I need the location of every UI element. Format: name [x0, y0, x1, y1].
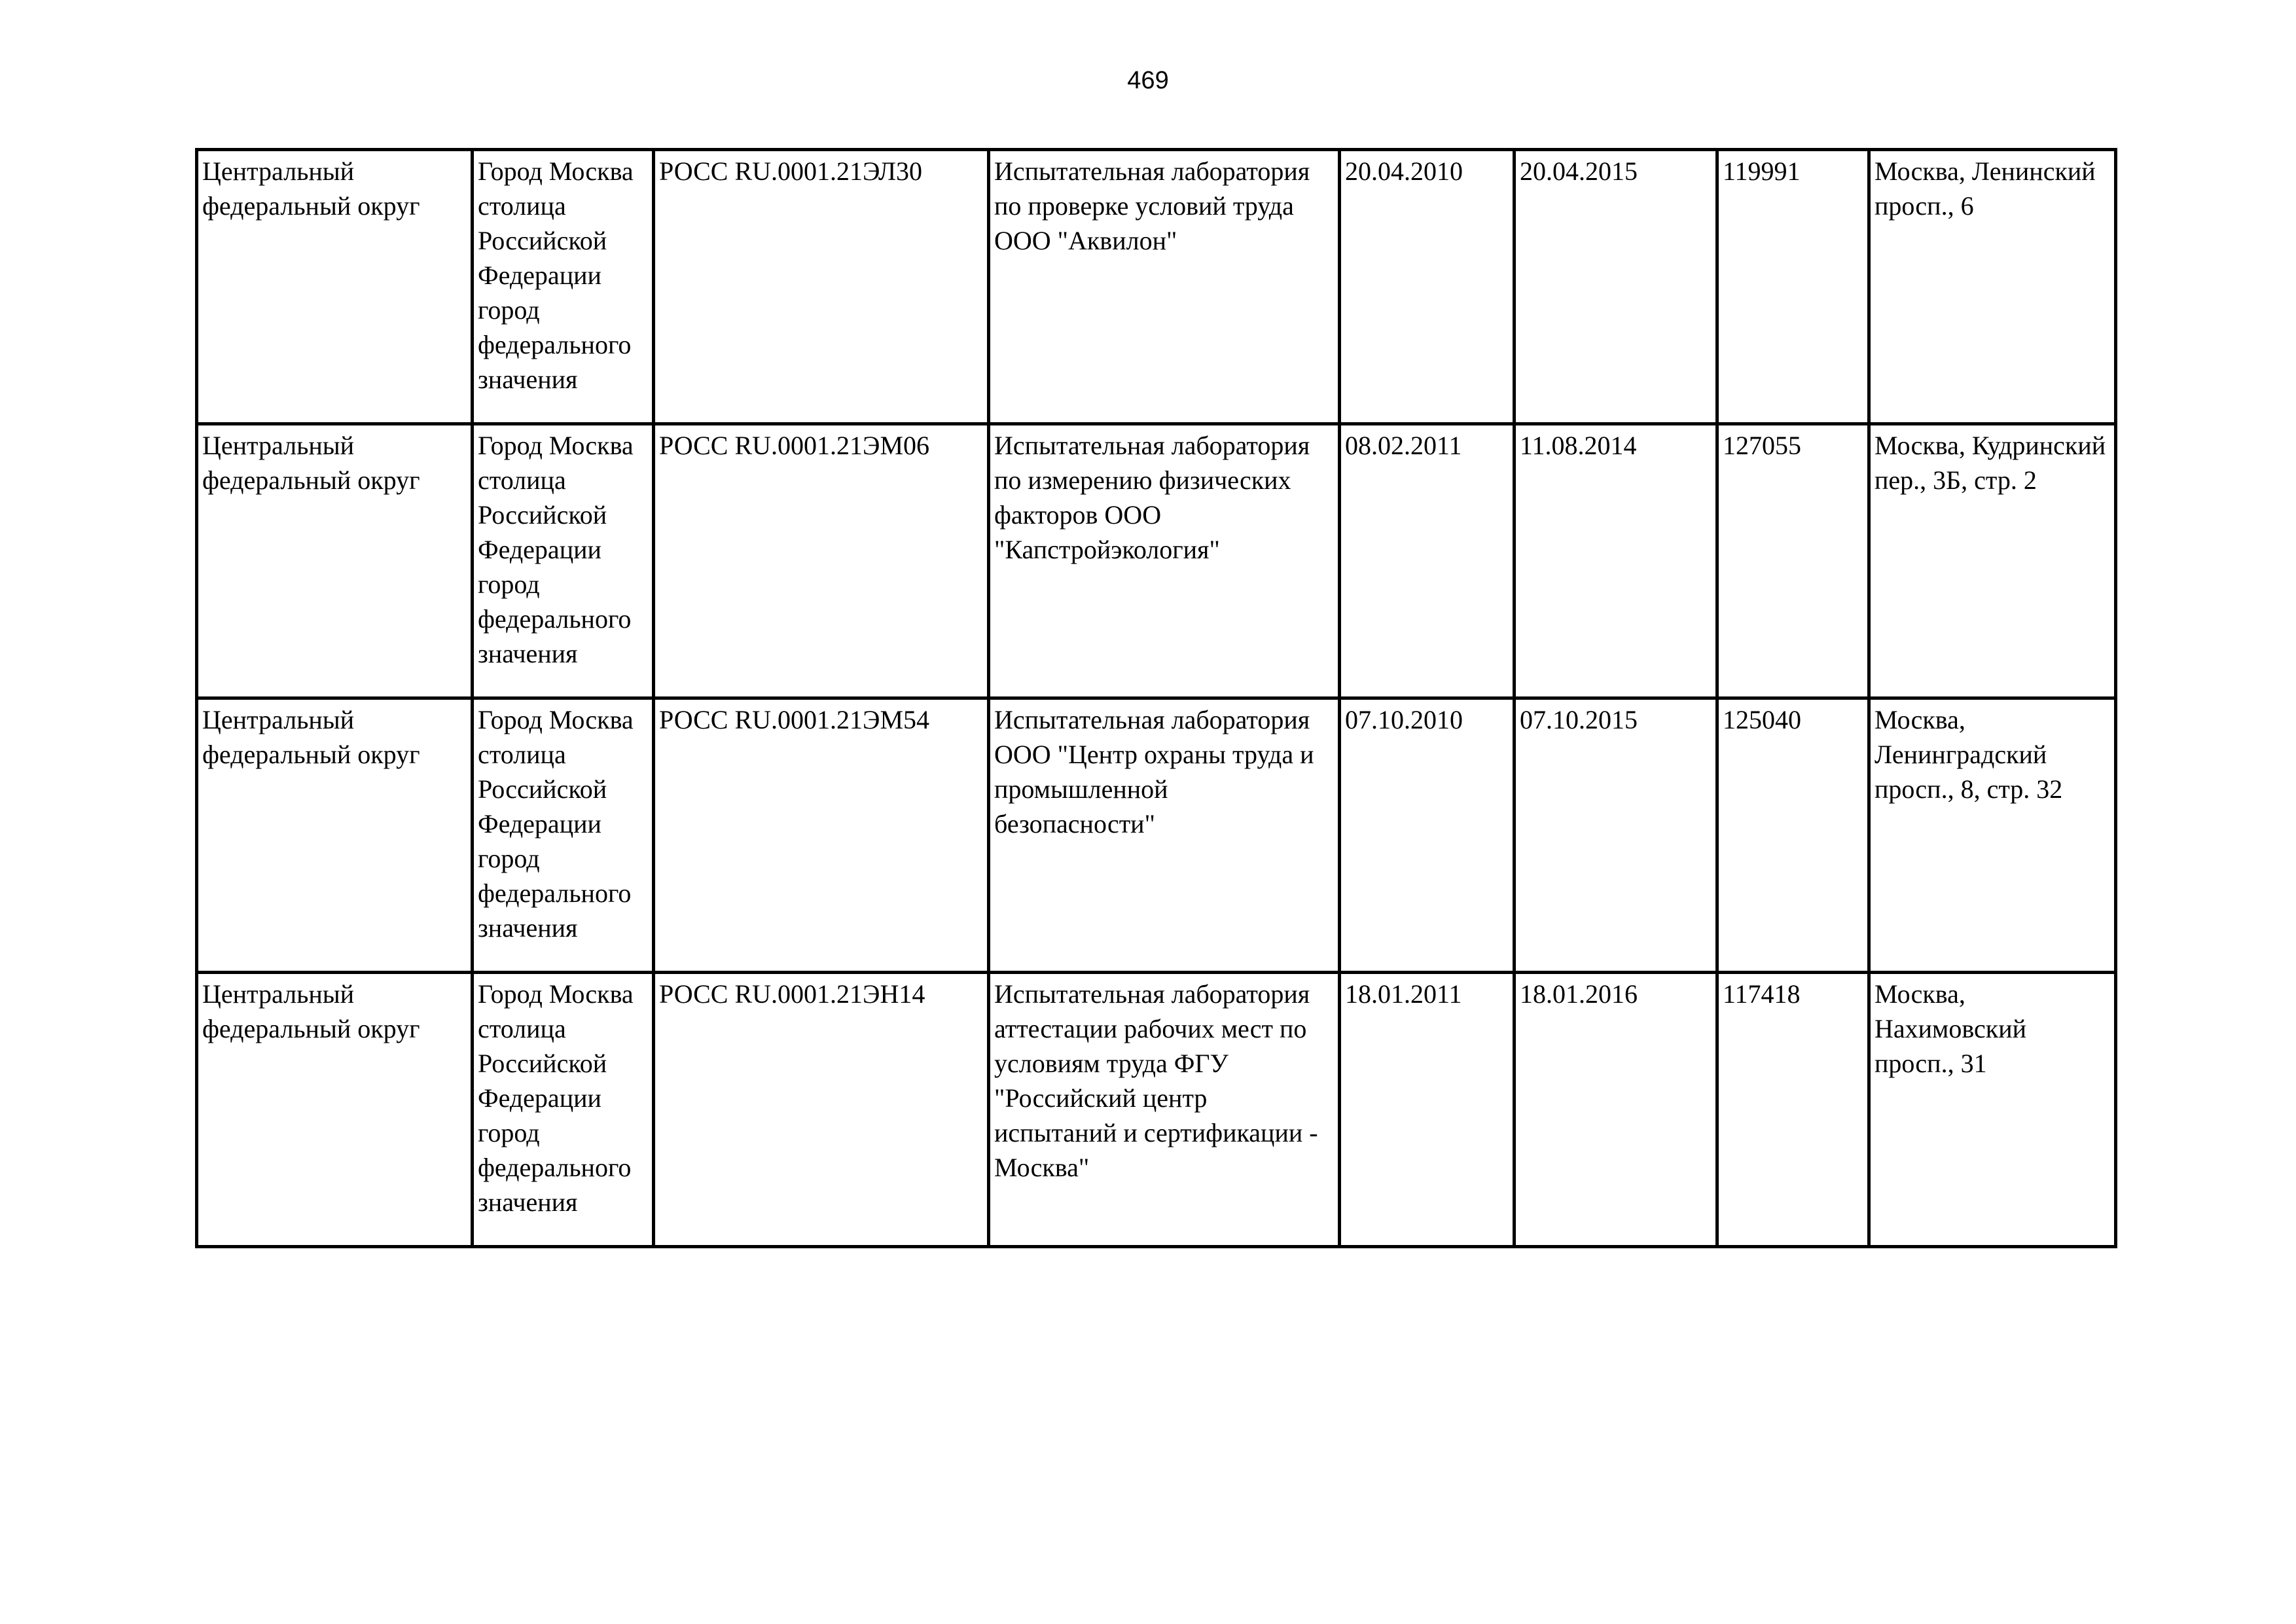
- postal-code-cell: 119991: [1717, 150, 1869, 424]
- address-cell: Москва, Ленинградский просп., 8, стр. 32: [1869, 698, 2116, 973]
- table-row: [197, 424, 2116, 698]
- table-row: [197, 698, 2116, 973]
- laboratory-cell: Испытательная лаборатория ООО "Центр охраны труда и промышленной безопасности": [989, 698, 1340, 973]
- date-issued-cell: 08.02.2011: [1340, 424, 1515, 698]
- region-cell: Город Москва столица Российской Федерации город федерального значения: [473, 973, 654, 1247]
- date-issued-cell: 07.10.2010: [1340, 698, 1515, 973]
- district-cell: Центральный федеральный округ: [197, 424, 473, 698]
- table-row: [197, 973, 2116, 1247]
- postal-code-cell: 125040: [1717, 698, 1869, 973]
- date-expires-cell: 20.04.2015: [1515, 150, 1717, 424]
- date-issued-cell: 18.01.2011: [1340, 973, 1515, 1247]
- district-cell: Центральный федеральный округ: [197, 973, 473, 1247]
- table-row: [197, 150, 2116, 424]
- date-expires-cell: 07.10.2015: [1515, 698, 1717, 973]
- region-cell: Город Москва столица Российской Федерации город федерального значения: [473, 424, 654, 698]
- postal-code-cell: 127055: [1717, 424, 1869, 698]
- page-number: 469: [1127, 67, 1169, 94]
- laboratory-cell: Испытательная лаборатория по измерению физических факторов ООО "Капстройэкология": [989, 424, 1340, 698]
- accreditation-number-cell: РОСС RU.0001.21ЭМ54: [654, 698, 989, 973]
- laboratory-cell: Испытательная лаборатория по проверке условий труда ООО "Аквилон": [989, 150, 1340, 424]
- accreditation-number-cell: РОСС RU.0001.21ЭН14: [654, 973, 989, 1247]
- address-cell: Москва, Нахимовский просп., 31: [1869, 973, 2116, 1247]
- postal-code-cell: 117418: [1717, 973, 1869, 1247]
- district-cell: Центральный федеральный округ: [197, 150, 473, 424]
- date-issued-cell: 20.04.2010: [1340, 150, 1515, 424]
- address-cell: Москва, Кудринский пер., 3Б, стр. 2: [1869, 424, 2116, 698]
- laboratory-registry-table: [195, 148, 2117, 1248]
- district-cell: Центральный федеральный округ: [197, 698, 473, 973]
- accreditation-number-cell: РОСС RU.0001.21ЭМ06: [654, 424, 989, 698]
- accreditation-number-cell: РОСС RU.0001.21ЭЛ30: [654, 150, 989, 424]
- date-expires-cell: 18.01.2016: [1515, 973, 1717, 1247]
- date-expires-cell: 11.08.2014: [1515, 424, 1717, 698]
- region-cell: Город Москва столица Российской Федерации город федерального значения: [473, 150, 654, 424]
- address-cell: Москва, Ленинский просп., 6: [1869, 150, 2116, 424]
- region-cell: Город Москва столица Российской Федерации город федерального значения: [473, 698, 654, 973]
- laboratory-cell: Испытательная лаборатория аттестации рабочих мест по условиям труда ФГУ "Российский центр испытаний и сертификации - Москва": [989, 973, 1340, 1247]
